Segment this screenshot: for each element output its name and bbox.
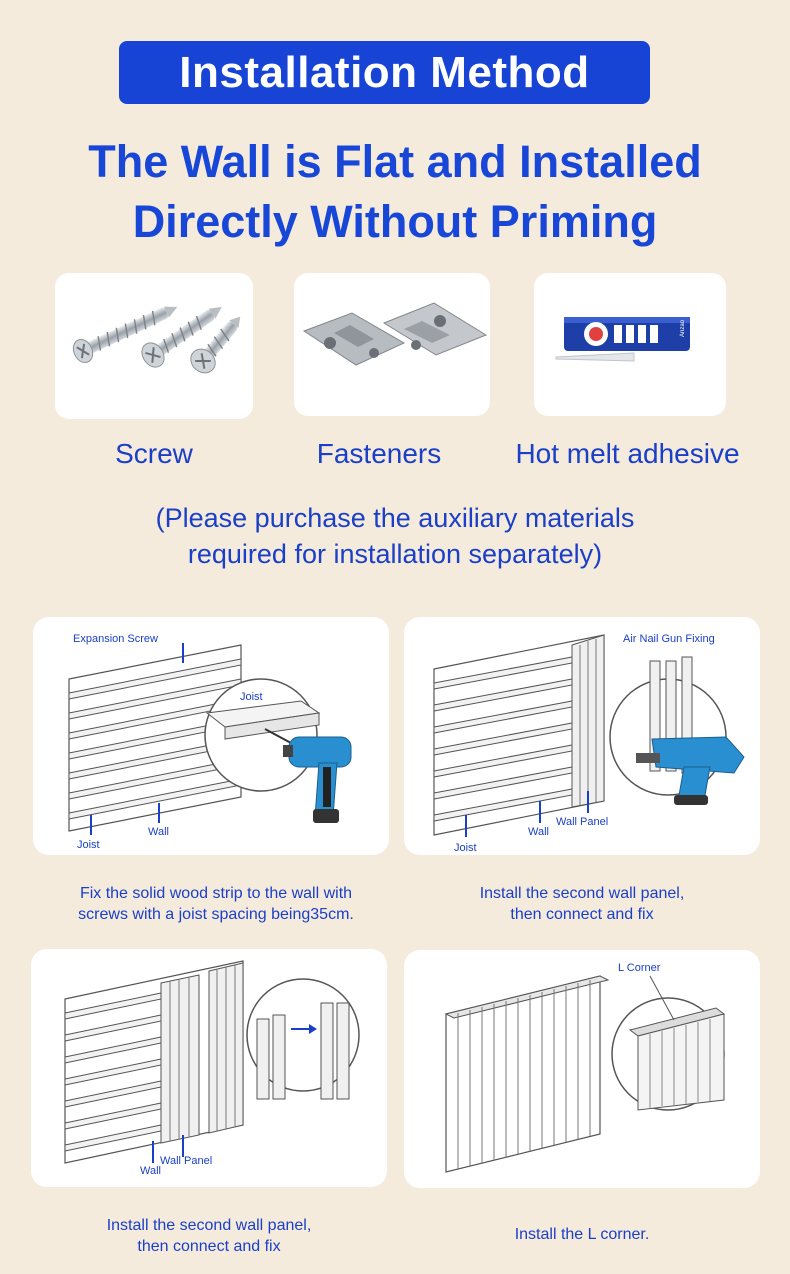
step-2-illustration — [404, 617, 760, 855]
page-title-banner — [119, 41, 650, 104]
label-wall: Wall — [148, 826, 169, 838]
headline-line-1: The Wall is Flat and Installed — [88, 136, 702, 187]
adhesive-tube-icon — [534, 273, 726, 416]
screws-icon — [55, 273, 253, 419]
page-title: Installation Method — [179, 47, 590, 97]
material-label-adhesive: Hot melt adhesive — [515, 438, 740, 469]
label-joist: Joist — [454, 842, 477, 854]
step-1-caption — [33, 883, 399, 925]
label-air-nail: Air Nail Gun Fixing — [623, 633, 715, 645]
step-1-caption-line-2: screws with a joist spacing being35cm. — [78, 906, 354, 923]
label-l-corner: L Corner — [618, 962, 661, 974]
label-wall: Wall — [528, 826, 549, 838]
purchase-note-line-1: (Please purchase the auxiliary materials — [155, 503, 635, 533]
material-label-fasteners: Fasteners — [316, 438, 442, 469]
step-2-caption-line-2: then connect and fix — [510, 906, 654, 923]
step-1-illustration — [33, 617, 389, 855]
fastener-clips-icon — [294, 273, 490, 416]
fasteners-photo-tile — [294, 273, 490, 416]
step-3-illustration — [31, 949, 387, 1187]
screw-photo-tile — [55, 273, 253, 419]
material-label-screw: Screw — [115, 438, 193, 469]
headline-line-2: Directly Without Priming — [132, 196, 658, 247]
step-3-caption-line-1: Install the second wall panel, — [106, 1217, 312, 1234]
label-wall: Wall — [140, 1165, 161, 1177]
step-2-caption-line-1: Install the second wall panel, — [479, 885, 685, 902]
label-expansion-screw: Expansion Screw — [73, 633, 158, 645]
step-3-caption — [31, 1215, 387, 1257]
label-joist-detail: Joist — [240, 691, 263, 703]
step-1-caption-line-1: Fix the solid wood strip to the wall with — [79, 885, 353, 902]
label-joist: Joist — [77, 839, 100, 851]
step-4-caption — [404, 1224, 760, 1245]
step-4-illustration — [404, 950, 760, 1188]
adhesive-photo-tile — [534, 273, 726, 416]
label-wall-panel: Wall Panel — [160, 1155, 213, 1167]
adhesive-brand-text: Anzao — [680, 319, 686, 337]
step-3-caption-line-2: then connect and fix — [137, 1238, 281, 1255]
step-2-caption — [404, 883, 760, 925]
step-4-caption-line-1: Install the L corner. — [514, 1226, 650, 1243]
label-wall-panel: Wall Panel — [556, 816, 609, 828]
purchase-note-line-2: required for installation separately) — [187, 539, 603, 569]
